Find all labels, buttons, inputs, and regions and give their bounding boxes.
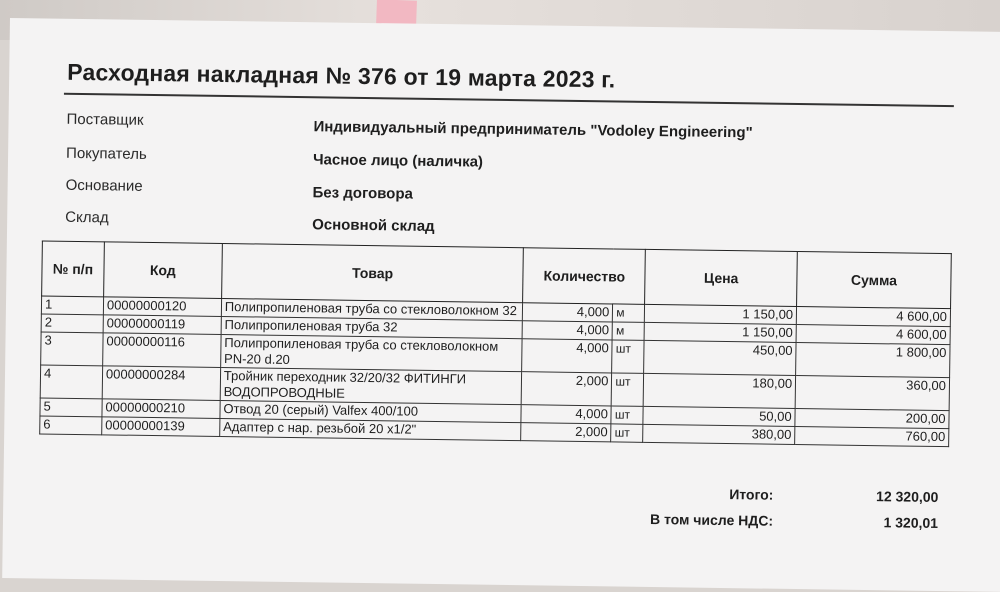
row-sum: 1 800,00 bbox=[796, 343, 950, 378]
supplier-value: Индивидуальный предприниматель "Vodoley Engineering" bbox=[313, 118, 753, 142]
row-sum: 360,00 bbox=[795, 376, 949, 411]
vat-value: 1 320,01 bbox=[883, 514, 939, 532]
buyer-value: Часное лицо (наличка) bbox=[312, 151, 484, 171]
row-name: Адаптер с нар. резьбой 20 х1/2" bbox=[220, 418, 522, 440]
row-price: 1 150,00 bbox=[644, 322, 796, 342]
row-code: 00000000119 bbox=[103, 315, 221, 335]
row-num: 1 bbox=[41, 296, 103, 315]
header-sum: Сумма bbox=[797, 252, 952, 309]
row-sum: 4 600,00 bbox=[796, 307, 950, 327]
header-qty: Количество bbox=[523, 248, 646, 305]
row-sum: 200,00 bbox=[795, 409, 949, 429]
supplier-label: Поставщик bbox=[66, 110, 144, 129]
row-code: 00000000284 bbox=[102, 366, 220, 401]
total-label: Итого: bbox=[729, 486, 774, 503]
row-code: 00000000210 bbox=[102, 399, 220, 419]
row-price: 180,00 bbox=[644, 373, 796, 408]
row-name: Полипропиленовая труба со стекловолокном PN-20 d.20 bbox=[220, 334, 522, 371]
row-qty: 2,000 bbox=[521, 423, 611, 442]
header-price: Цена bbox=[645, 249, 798, 306]
basis-label: Основание bbox=[65, 176, 143, 195]
row-price: 1 150,00 bbox=[645, 304, 797, 324]
row-code: 00000000116 bbox=[103, 333, 221, 368]
row-name: Тройник переходник 32/20/32 ФИТИНГИ ВОДОПРОВОДНЫЕ bbox=[220, 367, 522, 404]
row-num: 4 bbox=[40, 365, 102, 399]
items-table bbox=[39, 240, 952, 447]
basis-value: Без договора bbox=[312, 184, 414, 203]
row-qty: 4,000 bbox=[523, 321, 613, 340]
row-unit: шт bbox=[611, 424, 643, 442]
row-price: 50,00 bbox=[643, 406, 795, 426]
header-code: Код bbox=[104, 242, 223, 299]
header-num: № п/п bbox=[42, 241, 105, 297]
warehouse-value: Основной склад bbox=[312, 216, 435, 235]
document-title: Расходная накладная № 376 от 19 марта 2023 г. bbox=[67, 58, 616, 93]
row-price: 450,00 bbox=[644, 340, 796, 375]
row-num: 2 bbox=[41, 314, 103, 333]
row-unit: м bbox=[612, 322, 644, 340]
row-name: Отвод 20 (серый) Valfex 400/100 bbox=[220, 400, 522, 422]
row-sum: 4 600,00 bbox=[796, 325, 950, 345]
row-unit: шт bbox=[611, 406, 643, 424]
header-item: Товар bbox=[221, 243, 523, 302]
title-underline bbox=[64, 93, 954, 107]
row-num: 3 bbox=[41, 332, 103, 366]
warehouse-label: Склад bbox=[65, 208, 109, 227]
row-name: Полипропиленовая труба 32 bbox=[221, 316, 523, 338]
row-code: 00000000120 bbox=[103, 297, 221, 317]
invoice-sheet bbox=[2, 18, 1000, 592]
row-price: 380,00 bbox=[643, 424, 795, 444]
row-unit: шт bbox=[612, 373, 644, 406]
total-value: 12 320,00 bbox=[876, 488, 939, 506]
row-qty: 2,000 bbox=[522, 372, 612, 406]
row-num: 6 bbox=[40, 416, 102, 435]
row-unit: м bbox=[613, 304, 645, 322]
row-name: Полипропиленовая труба со стекловолокном 32 bbox=[221, 298, 523, 320]
row-code: 00000000139 bbox=[102, 417, 220, 437]
vat-label: В том числе НДС: bbox=[649, 510, 774, 529]
row-qty: 4,000 bbox=[521, 405, 611, 424]
row-qty: 4,000 bbox=[523, 303, 613, 322]
buyer-label: Покупатель bbox=[65, 144, 147, 163]
row-sum: 760,00 bbox=[795, 427, 949, 447]
row-num: 5 bbox=[40, 398, 102, 417]
row-unit: шт bbox=[612, 340, 644, 373]
row-qty: 4,000 bbox=[522, 339, 612, 373]
